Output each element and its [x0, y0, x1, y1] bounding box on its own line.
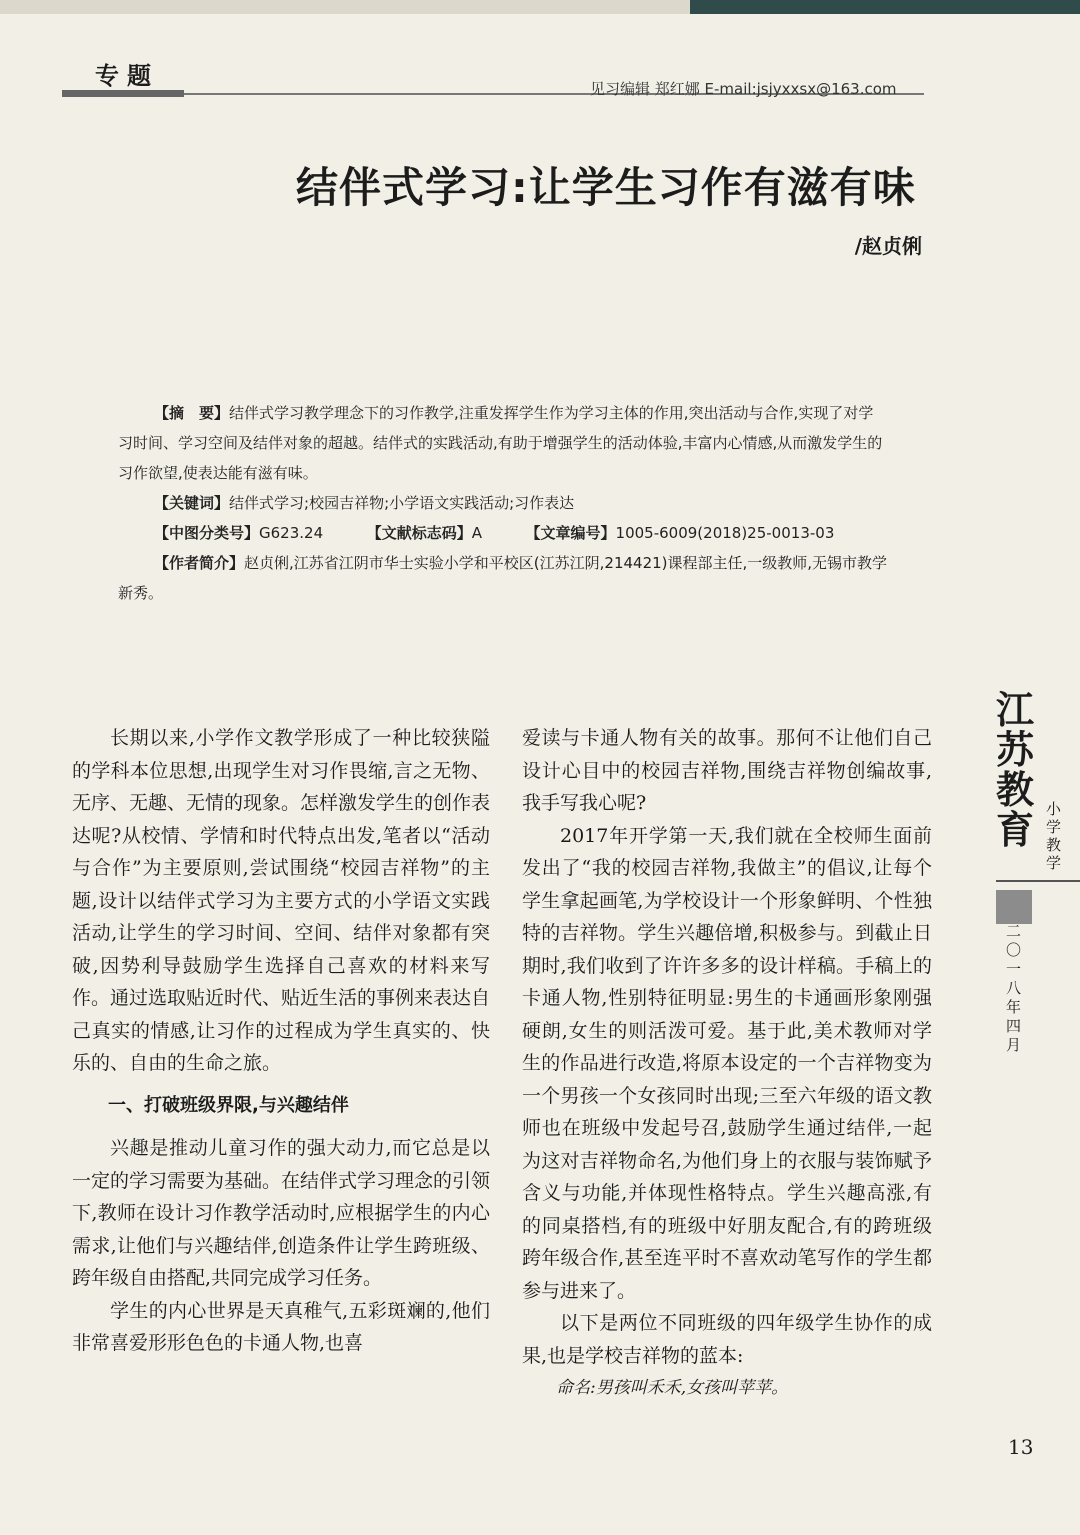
journal-sidebar	[996, 687, 1080, 1054]
article-meta	[118, 398, 888, 608]
keywords	[118, 488, 888, 518]
keywords-label: 【关键词】	[154, 494, 230, 512]
body-paragraph: 爱读与卡通人物有关的故事。那何不让他们自己设计心目中的校园吉祥物,围绕吉祥物创编故事,我手写我心呢?	[522, 727, 932, 814]
sidebar-rule	[996, 880, 1080, 882]
body-paragraph: 长期以来,小学作文教学形成了一种比较狭隘的学科本位思想,出现学生对习作畏缩,言之无物、无序、无趣、无情的现象。怎样激发学生的创作表达呢?从校情、学情和时代特点出发,笔者以“活动与合作”为主要原则,尝试围绕“校园吉祥物”的主题,设计以结伴式学习为主要方式的小学语文实践活动,让学生的学习时间、空间、结伴对象都有突破,因势利导鼓励学生选择自己喜欢的材料来写作。通过选取贴近时代、贴近生活的事例来表达自己真实的情感,让习作的过程成为学生真实的、快乐的、自由的生命之旅。	[72, 727, 491, 1074]
article-title: 结伴式学习:让学生习作有滋有味	[296, 163, 916, 212]
author-bio-label: 【作者简介】	[154, 554, 245, 572]
issue-date: 二〇一八年四月	[1006, 922, 1022, 1054]
classification-line	[118, 518, 888, 548]
top-page-strip	[0, 0, 1080, 14]
body-column-left	[72, 722, 490, 1360]
doc-code-value: A	[471, 524, 482, 542]
page-number: 13	[1008, 1435, 1034, 1459]
clc-value: G623.24	[259, 524, 324, 542]
clc-label: 【中图分类号】	[154, 524, 260, 542]
naming-line: 命名:男孩叫禾禾,女孩叫苹苹。	[556, 1378, 789, 1398]
abstract-label: 【摘 要】	[154, 404, 230, 422]
doc-code-label: 【文献标志码】	[366, 524, 472, 542]
journal-brand: 江苏教育	[996, 687, 1035, 852]
body-column-right	[522, 722, 932, 1405]
header-rule-dark	[62, 90, 184, 97]
article-author: /赵贞俐	[854, 234, 922, 258]
body-paragraph: 2017年开学第一天,我们就在全校师生面前发出了“我的校园吉祥物,我做主”的倡议,让每个学生拿起画笔,为学校设计一个形象鲜明、个性独特的吉祥物。学生兴趣倍增,积极参与。到截止日期时,我们收到了许许多多的设计样稿。手稿上的卡通人物,性别特征明显:男生的卡通画形象刚强硬朗,女生的则活泼可爱。基于此,美术教师对学生的作品进行改造,将原本设定的一个吉祥物变为一个男孩一个女孩同时出现;三至六年级的语文教师也在班级中发起号召,鼓励学生通过结伴,一起为这对吉祥物命名,为他们身上的衣服与装饰赋予含义与功能,并体现性格特点。学生兴趣高涨,有的同桌搭档,有的班级中好朋友配合,有的跨班级跨年级合作,甚至连平时不喜欢动笔写作的学生都参与进来了。	[522, 824, 932, 1302]
body-paragraph: 以下是两位不同班级的四年级学生协作的成果,也是学校吉祥物的蓝本:	[522, 1312, 932, 1367]
article-no-label: 【文章编号】	[525, 524, 616, 542]
abstract	[118, 398, 888, 488]
article-no-value: 1005-6009(2018)25-0013-03	[615, 524, 835, 542]
sidebar-block	[996, 890, 1032, 924]
abstract-text: 结伴式学习教学理念下的习作教学,注重发挥学生作为学习主体的作用,突出活动与合作,实现了对学习时间、学习空间及结伴对象的超越。结伴式的实践活动,有助于增强学生的活动体验,丰富内心情感,从而激发学生的习作欲望,使表达能有滋有味。	[118, 404, 883, 482]
section-label: 专题	[95, 62, 159, 90]
author-bio	[118, 548, 888, 608]
body-paragraph: 兴趣是推动儿童习作的强大动力,而它总是以一定的学习需要为基础。在结伴式学习理念的引领下,教师在设计习作教学活动时,应根据学生的内心需求,让他们与兴趣结伴,创造条件让学生跨班级、跨年级自由搭配,共同完成学习任务。	[72, 1137, 491, 1289]
author-bio-text: 赵贞俐,江苏省江阴市华士实验小学和平校区(江苏江阴,214421)课程部主任,一级教师,无锡市教学新秀。	[118, 554, 888, 602]
body-paragraph: 学生的内心世界是天真稚气,五彩斑斓的,他们非常喜爱形形色色的卡通人物,也喜	[72, 1299, 490, 1354]
section-heading: 一、打破班级界限,与兴趣结伴	[108, 1094, 349, 1116]
top-page-strip-dark	[690, 0, 1080, 14]
journal-subtitle: 小学教学	[1046, 800, 1062, 872]
editor-line: 见习编辑 郑红娜 E-mail:jsjyxxsx@163.com	[590, 80, 897, 98]
keywords-text: 结伴式学习;校园吉祥物;小学语文实践活动;习作表达	[229, 494, 575, 512]
